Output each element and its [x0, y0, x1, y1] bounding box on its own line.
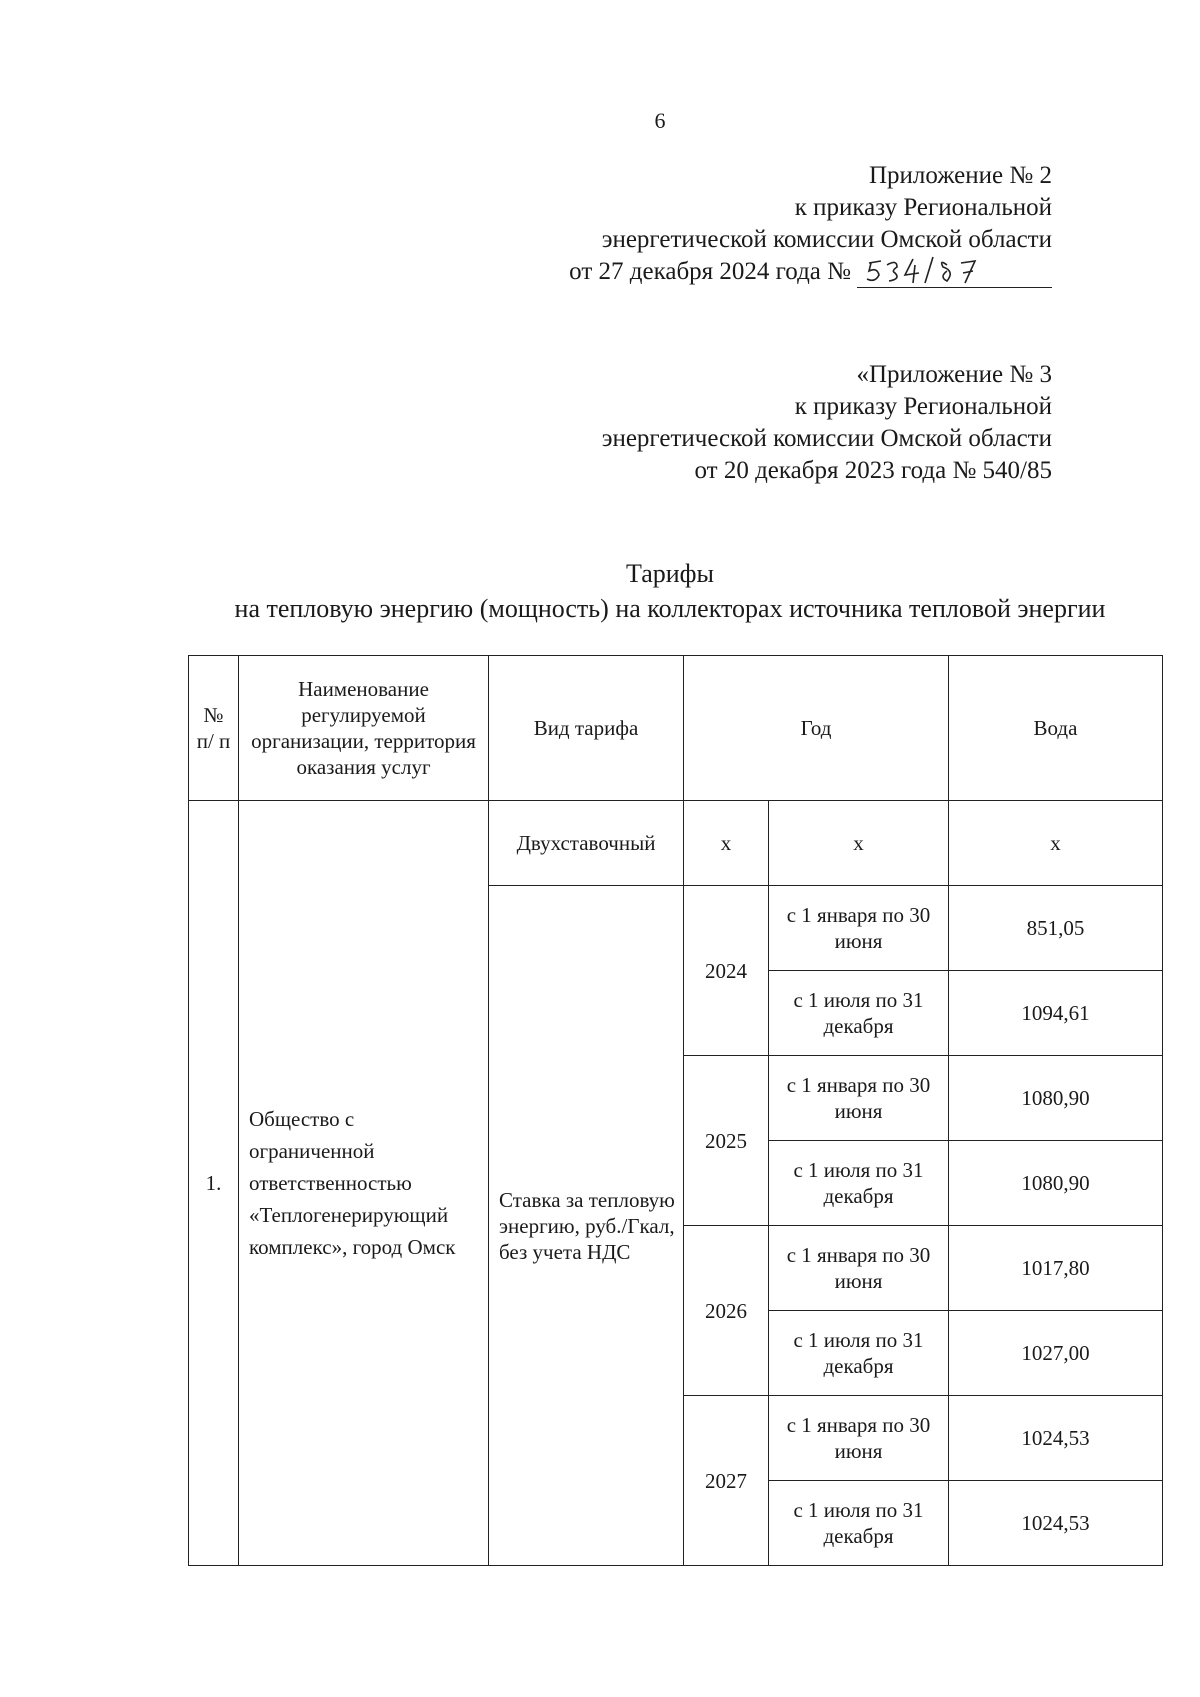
period-cell: с 1 января по 30 июня [769, 886, 949, 971]
value-cell: 1024,53 [949, 1396, 1163, 1481]
appendix-2-title: Приложение № 2 [868, 162, 1052, 189]
page-number: 6 [654, 108, 666, 133]
period-cell: с 1 июля по 31 декабря [769, 1481, 949, 1566]
handwritten-order-number [857, 257, 1052, 288]
header-tariff-type: Вид тарифа [489, 656, 684, 801]
appendix-3-title: «Приложение № 3 [856, 361, 1052, 388]
period-cell: с 1 июля по 31 декабря [769, 1311, 949, 1396]
year-cell: 2024 [684, 886, 769, 1056]
year-cell: 2026 [684, 1226, 769, 1396]
appendix-3-header [602, 359, 1052, 487]
appendix-2-header [569, 160, 1052, 288]
table-header-row [189, 656, 1163, 801]
appendix-2-date: от 27 декабря 2024 года № [569, 258, 851, 285]
two-part-tariff-label: Двухставочный [489, 801, 684, 886]
value-cell: 1080,90 [949, 1141, 1163, 1226]
value-cell: 1017,80 [949, 1226, 1163, 1311]
appendix-2-order-ref: к приказу Региональной [794, 194, 1052, 221]
value-cell: 1027,00 [949, 1311, 1163, 1396]
appendix-2-date-line [569, 256, 1052, 288]
year-cell: 2027 [684, 1396, 769, 1566]
two-part-value: x [949, 801, 1163, 886]
table-row [189, 801, 1163, 886]
row-number: 1. [189, 801, 239, 1566]
two-part-period: x [769, 801, 949, 886]
header-number: № п/ п [189, 656, 239, 801]
document-subtitle: на тепловую энергию (мощность) на коллекторах источника тепловой энергии [234, 594, 1106, 623]
organization-name: Общество с ограниченной ответственностью «Теплогенерирующий комплекс», город Омск [239, 801, 489, 1566]
handwritten-number-icon [863, 255, 983, 285]
period-cell: с 1 июля по 31 декабря [769, 971, 949, 1056]
year-cell: 2025 [684, 1056, 769, 1226]
document-title: Тарифы [625, 559, 714, 588]
period-cell: с 1 января по 30 июня [769, 1226, 949, 1311]
period-cell: с 1 января по 30 июня [769, 1056, 949, 1141]
header-organization: Наименование регулируемой организации, территория оказания услуг [239, 656, 489, 801]
header-water: Вода [949, 656, 1163, 801]
header-year: Год [684, 656, 949, 801]
period-cell: с 1 июля по 31 декабря [769, 1141, 949, 1226]
value-cell: 1080,90 [949, 1056, 1163, 1141]
value-cell: 1094,61 [949, 971, 1163, 1056]
appendix-2-commission: энергетической комиссии Омской области [601, 226, 1052, 253]
value-cell: 851,05 [949, 886, 1163, 971]
period-cell: с 1 января по 30 июня [769, 1396, 949, 1481]
tariffs-table [188, 655, 1163, 1566]
appendix-3-commission: энергетической комиссии Омской области [601, 425, 1052, 452]
appendix-3-date: от 20 декабря 2023 года № 540/85 [694, 457, 1052, 484]
value-cell: 1024,53 [949, 1481, 1163, 1566]
two-part-year: x [684, 801, 769, 886]
appendix-3-order-ref: к приказу Региональной [794, 393, 1052, 420]
rate-label: Ставка за тепловую энергию, руб./Гкал, без учета НДС [489, 886, 684, 1566]
